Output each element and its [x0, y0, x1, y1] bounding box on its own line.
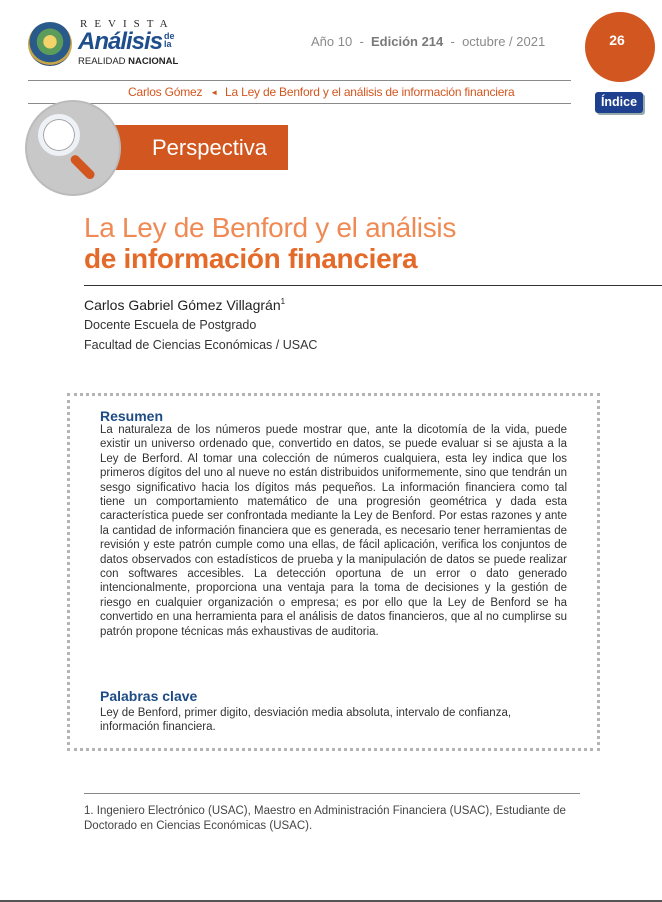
index-button[interactable]: Índice	[595, 92, 643, 113]
issue-separator: -	[359, 34, 364, 49]
author-affiliation-1: Docente Escuela de Postgrado	[84, 318, 257, 332]
logo-de-la: de la	[164, 31, 175, 49]
header-divider	[28, 80, 571, 81]
footnote-divider	[84, 793, 580, 794]
article-title-line2: de información financiera	[84, 243, 418, 274]
breadcrumb-author[interactable]: Carlos Gómez	[128, 85, 203, 99]
issue-separator-2: -	[450, 34, 455, 49]
keywords-heading: Palabras clave	[100, 688, 198, 704]
magnifier-lens	[38, 114, 80, 156]
logo-realidad-nacional: REALIDAD NACIONAL	[78, 56, 179, 67]
breadcrumb-arrow-icon: ◄	[210, 88, 219, 97]
footnote: 1. Ingeniero Electrónico (USAC), Maestro en Administración Financiera (USAC), Estudiante de Doctorado en Ciencias Económicas (USAC).	[84, 805, 566, 832]
abstract-heading: Resumen	[100, 408, 164, 424]
issue-edition: Edición 214	[371, 34, 444, 49]
breadcrumb-divider	[28, 103, 571, 104]
author-affiliation-2: Facultad de Ciencias Económicas / USAC	[84, 338, 318, 352]
issue-date: octubre / 2021	[462, 34, 546, 49]
article-title-line1: La Ley de Benford y el análisis	[84, 212, 457, 243]
breadcrumb	[128, 85, 514, 99]
page-number: 26	[609, 32, 625, 48]
issue-info	[311, 34, 545, 49]
keywords-text: Ley de Benford, primer digito, desviación media absoluta, intervalo de confianza, información financiera.	[100, 707, 512, 734]
breadcrumb-article[interactable]: La Ley de Benford y el análisis de información financiera	[225, 85, 515, 99]
issue-year: Año 10	[311, 34, 353, 49]
page-number-badge	[585, 12, 655, 82]
author-footnote-ref[interactable]: 1	[280, 297, 286, 306]
logo-revista: REVISTA	[80, 18, 175, 30]
abstract-text: La naturaleza de los números puede mostrar que, ante la dicotomía de la vida, puede existir un universo ordenado que, convertido en datos, se puede evaluar si se ajusta a la Ley de Berford. Al tomar una colección de números cualquiera, esta ley indica que los primeros dígitos del uno al nueve no están distribuidos uniformemente, sino que tendrán un sesgo significativo hacia los dígitos más pequeños. La información financiera como tal tiene un comportamiento matemático de una progresión geométrica y dada esta característica puede ser confrontada mediante la Ley de Benford. Por estas razones y ante la cantidad de información financiera que es generada, es necesario tener herramientas de revisión y este patrón cumple como una ellas, de fácil aplicación, verifica los conjuntos de datos observados con estadísticos de prueba y la manipulación de datos se puede realizar con softwares accesibles. La detección oportuna de un error o dato generado intencionalmente, proporciona una ventaja para la toma de decisiones y la gestión de riesgo en cualquier organización o empresa; es por ello que la Ley de Benford se ha convertido en una herramienta para el análisis de datos financieros, que al no cumplirse su patrón propone técnicas más exhaustivas de auditoria.	[100, 424, 567, 638]
title-divider	[84, 285, 662, 286]
seal-icon	[28, 22, 72, 66]
journal-logo	[28, 18, 188, 68]
article-author: Carlos Gabriel Gómez Villagrán$^1$	[84, 297, 286, 313]
section-label: Perspectiva	[152, 135, 267, 160]
logo-analisis: Análisis	[78, 28, 163, 55]
